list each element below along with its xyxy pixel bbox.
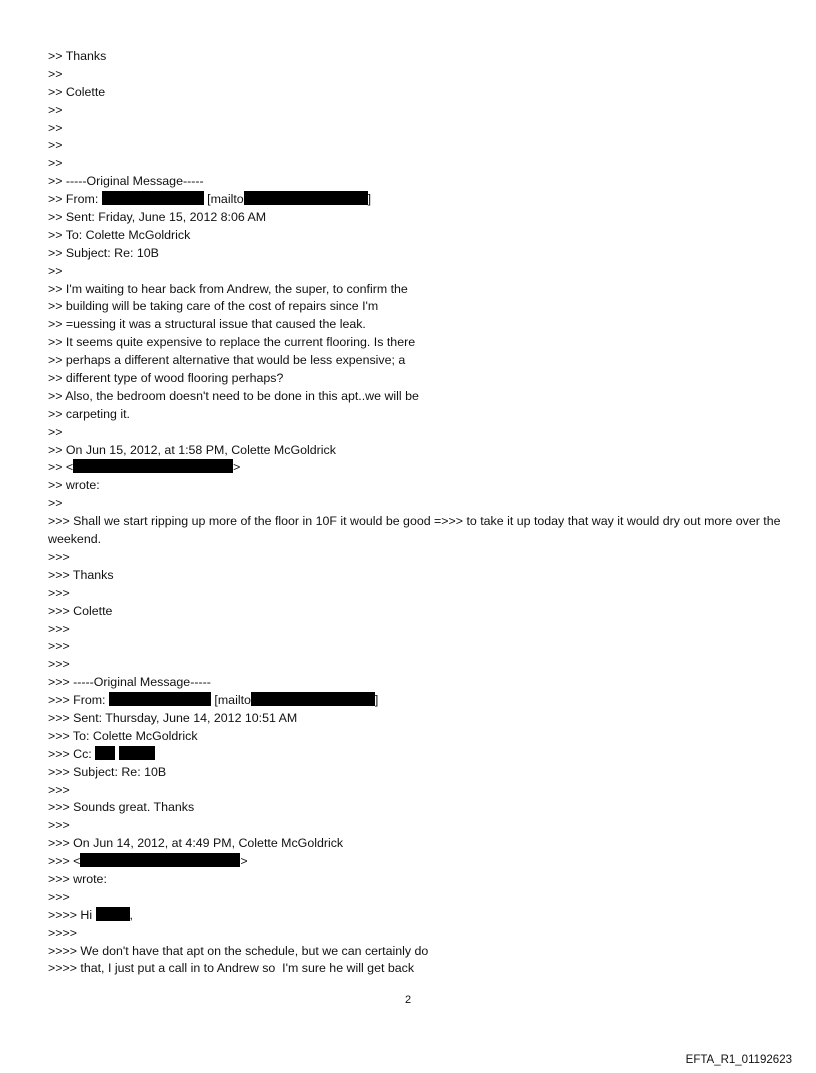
mailto-label: [mailto	[207, 192, 244, 207]
text-line: >> perhaps a different alternative that would be less expensive; a	[48, 353, 406, 368]
text-line: >>	[48, 120, 63, 135]
text-line: >> -----Original Message-----	[48, 174, 204, 189]
email-address-line	[48, 853, 788, 871]
text-line: >>	[48, 424, 63, 439]
from-label: >>> From:	[48, 693, 106, 708]
text-line: >> Colette	[48, 84, 106, 99]
text-line: >>>	[48, 549, 70, 564]
redaction-box	[244, 191, 368, 205]
angle-close: >	[240, 854, 248, 869]
redaction-box	[109, 692, 211, 706]
redaction-box	[95, 746, 115, 760]
email-thread-body	[48, 48, 788, 978]
text-line: >>> wrote:	[48, 872, 107, 886]
mailto-label: [mailto	[214, 693, 251, 708]
redaction-box	[251, 692, 375, 706]
text-line: >> different type of wood flooring perhaps?	[48, 371, 284, 386]
text-line: >>>>	[48, 925, 77, 940]
text-line: >>> -----Original Message-----	[48, 675, 211, 690]
from-line	[48, 692, 788, 710]
email-address-line	[48, 459, 788, 477]
text-line: >>>	[48, 889, 70, 904]
text-line: >>>	[48, 621, 70, 636]
greeting-label: >>>> Hi	[48, 907, 93, 922]
text-line: >> It seems quite expensive to replace the current flooring. Is there	[48, 335, 416, 350]
mailto-close: ]	[367, 192, 372, 207]
redaction-box	[80, 853, 240, 867]
text-line: >>	[48, 156, 63, 171]
text-line: >>> Shall we start ripping up more of the floor in 10F it would be good =>>> to take it up today that way it would dry out more over the weekend.	[48, 514, 781, 547]
mailto-close: ]	[374, 693, 379, 708]
from-label: >> From:	[48, 192, 99, 207]
text-line: >> On Jun 15, 2012, at 1:58 PM, Colette McGoldrick	[48, 442, 336, 457]
text-line: >> Sent: Friday, June 15, 2012 8:06 AM	[48, 210, 267, 225]
text-line: >>> To: Colette McGoldrick	[48, 728, 198, 743]
text-line: >>>> We don't have that apt on the schedule, but we can certainly do	[48, 943, 429, 958]
cc-label: >>> Cc:	[48, 746, 92, 761]
text-line: >>	[48, 496, 63, 511]
text-line: >> Also, the bedroom doesn't need to be done in this apt..we will be	[48, 388, 419, 403]
text-line: >>>	[48, 782, 70, 797]
text-line: >>>	[48, 585, 70, 600]
text-line: >>> Sent: Thursday, June 14, 2012 10:51 AM	[48, 710, 298, 725]
angle-open: >> <	[48, 460, 74, 475]
text-line: >>>	[48, 639, 70, 654]
redaction-box	[96, 907, 130, 921]
text-line: >>	[48, 102, 63, 117]
cc-line	[48, 746, 788, 764]
greeting-line	[48, 907, 788, 925]
redaction-box	[119, 746, 155, 760]
text-line: >> Subject: Re: 10B	[48, 245, 159, 260]
text-line: >>> Subject: Re: 10B	[48, 764, 167, 779]
text-line: >> wrote:	[48, 478, 100, 493]
redaction-box	[102, 191, 204, 205]
text-line: >>	[48, 138, 63, 153]
page-number: 2	[404, 994, 412, 1006]
from-line	[48, 191, 788, 209]
text-line: >>> Colette	[48, 603, 113, 618]
angle-close: >	[233, 460, 241, 475]
redaction-box	[73, 459, 233, 473]
text-line: >>>	[48, 818, 70, 833]
text-line: >> Thanks	[48, 49, 107, 63]
text-line: >>>	[48, 657, 70, 672]
document-id-footer: EFTA_R1_01192623	[685, 1054, 792, 1066]
text-line: >>> On Jun 14, 2012, at 4:49 PM, Colette McGoldrick	[48, 836, 344, 851]
text-line: >>> Sounds great. Thanks	[48, 800, 195, 815]
text-line: >>>> that, I just put a call in to Andrew so I'm sure he will get back	[48, 961, 415, 976]
text-line: >> =uessing it was a structural issue that caused the leak.	[48, 317, 366, 332]
angle-open: >>> <	[48, 854, 81, 869]
text-line: >>> Thanks	[48, 567, 114, 582]
text-line: >> To: Colette McGoldrick	[48, 227, 191, 242]
text-line: >>	[48, 263, 63, 278]
text-line: >> building will be taking care of the cost of repairs since I'm	[48, 299, 379, 314]
text-line: >>	[48, 66, 63, 81]
text-line: >> I'm waiting to hear back from Andrew, the super, to confirm the	[48, 281, 408, 296]
text-line: >> carpeting it.	[48, 406, 130, 421]
greeting-comma: ,	[129, 907, 133, 922]
